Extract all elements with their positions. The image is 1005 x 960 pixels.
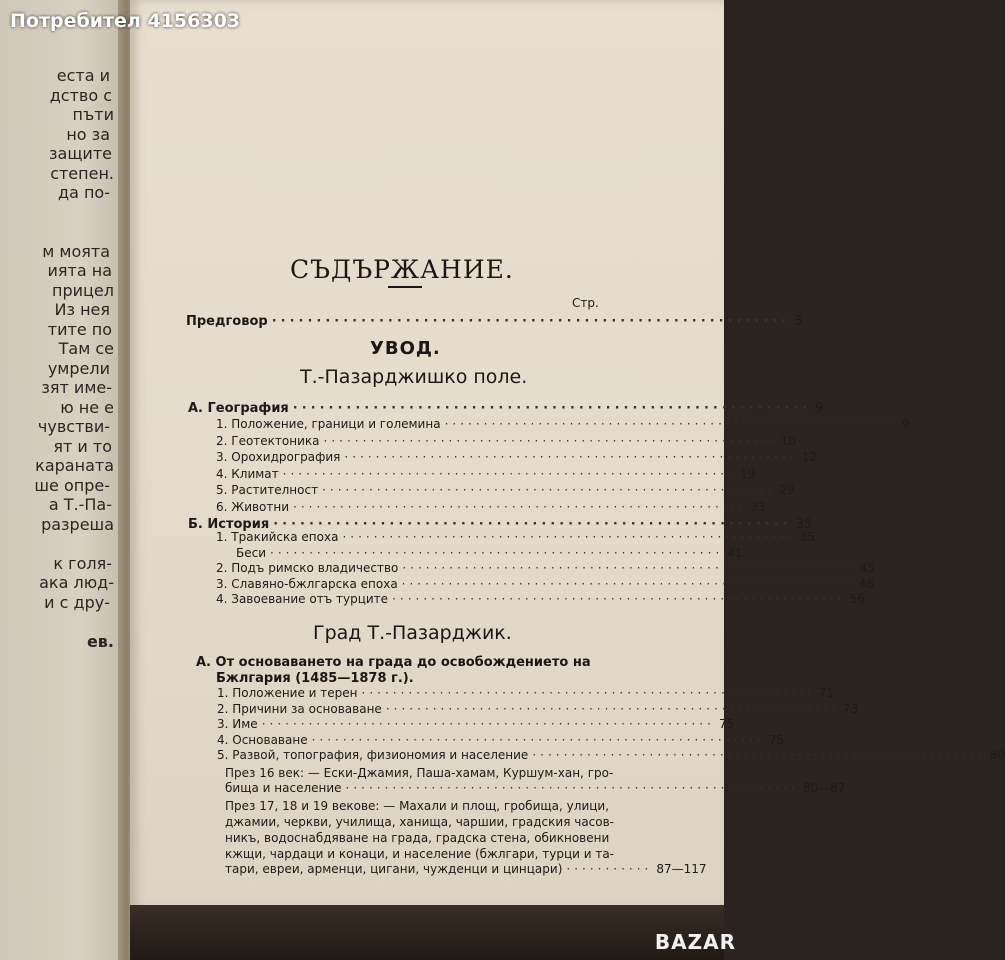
- para-text: бища и население: [225, 781, 342, 795]
- item-page: 10: [780, 433, 797, 448]
- toc-item: [217, 748, 1005, 762]
- dot-leader: ··························································: [392, 592, 846, 606]
- user-watermark: Потребител 4156303: [10, 10, 241, 32]
- left-page-text-line: но за: [66, 124, 110, 144]
- item-page: 56: [849, 592, 865, 606]
- toc-item: [216, 450, 817, 464]
- dot-leader: ··························································: [402, 561, 856, 575]
- bazar-logo: BAZAR: [654, 930, 736, 954]
- left-page-text-line: прицел: [52, 280, 114, 300]
- dot-leader: ··························································: [270, 545, 724, 560]
- left-page-text-line: зят име-: [41, 378, 112, 397]
- para1-line1: През 16 век: — Ески-Джамия, Паша-хамам, Куршум-хан, гро-: [225, 766, 614, 780]
- left-page-text-line: умрели: [47, 358, 110, 378]
- toc-entry-preface: [186, 314, 803, 329]
- dot-leader: ··························································: [361, 686, 815, 700]
- left-page-text-line: к голя-: [53, 553, 112, 573]
- toc-item: [216, 592, 865, 606]
- left-page-text-line: защите: [49, 144, 112, 163]
- toc-item: [217, 717, 735, 731]
- left-page-text-line: а Т.-Па-: [48, 495, 112, 514]
- dot-leader: ··························································: [322, 483, 776, 497]
- para2-line: никъ, водоснабдяване на града, градска стена, обикновени: [225, 831, 610, 845]
- item-page: 9: [901, 417, 910, 431]
- title-underline: [388, 286, 422, 288]
- toc-item: [216, 483, 795, 497]
- founding-heading-line2: Бжлгария (1485—1878 г.).: [216, 671, 414, 686]
- toc-item: [216, 530, 815, 544]
- item-page: 35: [799, 530, 815, 544]
- left-page-text-line: ев.: [86, 631, 114, 651]
- section-heading: А. География: [188, 401, 289, 416]
- dot-leader: ···········: [566, 862, 653, 876]
- left-page-text-line: еста и: [56, 66, 110, 85]
- entry-page: 3: [794, 314, 803, 329]
- toc-item: [216, 499, 766, 514]
- item-label: 2. Причини за основаване: [217, 701, 382, 716]
- left-page-text-line: чувстви-: [37, 417, 110, 436]
- item-page: 41: [727, 545, 743, 560]
- item-label: 6. Животни: [216, 499, 290, 514]
- dot-leader: ··························································: [261, 717, 715, 731]
- item-label: 5. Растителност: [216, 483, 319, 497]
- toc-item: [216, 545, 743, 560]
- item-page: 71: [818, 686, 835, 700]
- left-page-text-line: ят и то: [53, 436, 112, 456]
- item-label: 3. Име: [217, 717, 258, 731]
- left-page-text-line: да по-: [58, 183, 110, 202]
- page-bottom-edge: [130, 905, 724, 960]
- dot-leader: ··························································: [293, 499, 747, 514]
- item-page: 73: [843, 701, 859, 716]
- left-page-text-line: ше опре-: [34, 475, 110, 495]
- item-label: 3. Славяно-бжлгарска епоха: [216, 576, 398, 591]
- part2-title: Град Т.-Пазарджик.: [313, 622, 512, 644]
- section-heading: Б. История: [188, 517, 270, 532]
- left-page-text-line: караната: [35, 456, 114, 475]
- dot-leader: ··························································: [292, 401, 812, 416]
- para2-line: През 17, 18 и 19 векове: — Махали и площ, гробища, улици,: [225, 799, 610, 813]
- dot-leader: ··························································: [401, 576, 855, 591]
- item-label: 1. Положение, граници и големина: [216, 417, 441, 431]
- item-page: 29: [779, 483, 795, 497]
- founding-heading-line1: А. От основаването на града до освобождението на: [196, 655, 591, 670]
- item-page: 12: [801, 450, 817, 464]
- item-page: 75: [718, 717, 735, 731]
- dot-leader: ··························································: [323, 433, 777, 448]
- left-page-text-line: м моята: [42, 241, 110, 261]
- item-label: 2. Геотектоника: [216, 433, 320, 448]
- item-label: 4. Завоевание отъ турците: [216, 592, 389, 606]
- para2-last-line: [225, 862, 707, 876]
- item-label: 4. Климат: [216, 466, 279, 481]
- item-page: 75: [768, 732, 785, 747]
- item-label: 5. Развой, топография, физиономия и население: [217, 748, 529, 762]
- section-page: 35: [795, 517, 813, 532]
- item-label: Беси: [236, 545, 267, 560]
- item-label: 3. Орохидрография: [216, 450, 341, 464]
- section-geography: [188, 401, 824, 416]
- page-column-header: Стр.: [572, 296, 599, 310]
- dot-leader: ··························································: [532, 748, 986, 762]
- left-page-text-line: разреша: [41, 514, 114, 534]
- dot-leader: ··························································: [345, 781, 799, 795]
- left-page-text-line: пъти: [72, 105, 114, 124]
- item-label: 4. Основаване: [217, 732, 308, 747]
- toc-item: [216, 466, 756, 481]
- left-page-text-line: ията на: [47, 261, 112, 280]
- dot-leader: ··························································: [311, 732, 765, 747]
- para-page: 80—87: [802, 781, 846, 795]
- section-page: 9: [815, 401, 824, 416]
- left-page-text-line: степен.: [50, 163, 114, 183]
- item-label: 1. Положение и терен: [217, 686, 358, 700]
- dot-leader: ··························································: [344, 450, 798, 464]
- left-page-text-line: ака люд-: [39, 573, 114, 592]
- para-page: 87—117: [656, 862, 707, 876]
- intro-heading: УВОД.: [370, 338, 441, 359]
- part1-title: Т.-Пазарджишко поле.: [300, 366, 528, 388]
- para1-line2: [225, 781, 846, 795]
- para-text: тари, евреи, арменци, цигани, чужденци и цинцари): [225, 862, 563, 876]
- left-page-text-line: Там се: [58, 339, 114, 358]
- toc-item: [216, 576, 875, 591]
- toc-item: [217, 701, 859, 716]
- dot-leader: ··························································: [282, 466, 736, 481]
- item-page: 45: [859, 561, 875, 575]
- left-page-text-line: и с дру-: [44, 592, 110, 612]
- dot-leader: ··························································: [342, 530, 796, 544]
- dot-leader: ··························································: [385, 701, 840, 716]
- entry-label: Предговор: [186, 314, 268, 329]
- toc-item: [216, 561, 875, 575]
- dot-leader: ··························································: [271, 314, 791, 329]
- item-page: 33: [750, 499, 766, 514]
- left-page-text-line: Из нея: [54, 300, 110, 319]
- para2-line: кжщи, чардаци и конаци, и население (бжлгари, турци и та-: [225, 847, 615, 861]
- para2-line: джамии, черкви, училища, ханища, чаршии, градския часов-: [225, 815, 615, 829]
- toc-item: [216, 433, 797, 448]
- toc-item: [217, 686, 835, 700]
- item-page: 80: [989, 748, 1005, 762]
- left-page-text-line: дство с: [49, 85, 112, 105]
- toc-item: [216, 417, 910, 431]
- item-page: 19: [739, 466, 756, 481]
- left-page-text-line: тите по: [47, 319, 112, 339]
- toc-title: СЪДЪРЖАНИЕ.: [290, 255, 514, 284]
- left-page-text-line: ю не е: [60, 397, 114, 417]
- item-label: 2. Подъ римско владичество: [216, 561, 399, 575]
- item-label: 1. Тракийска епоха: [216, 530, 339, 544]
- dot-leader: ··························································: [273, 517, 792, 532]
- toc-item: [217, 732, 785, 747]
- item-page: 48: [858, 576, 875, 591]
- dot-leader: ··························································: [444, 417, 898, 431]
